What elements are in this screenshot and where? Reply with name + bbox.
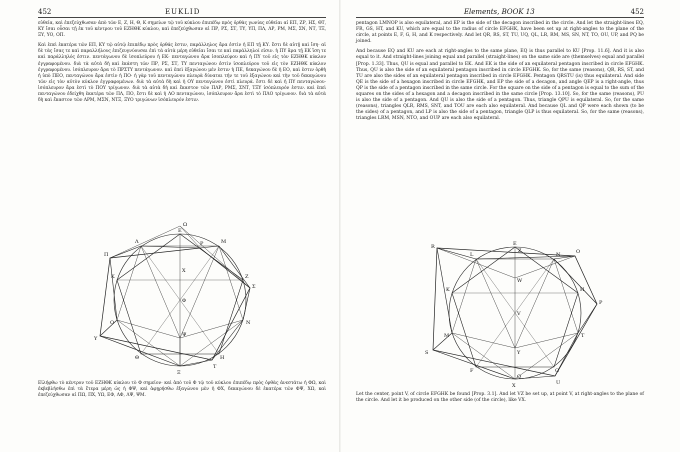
- right-running-head: Elements, BOOK 13: [463, 8, 535, 16]
- greek-label-epsilon: Ε: [178, 228, 182, 234]
- english-label-r: R: [431, 244, 435, 250]
- english-label-k: K: [446, 287, 450, 293]
- greek-label-rho: Ρ: [200, 241, 204, 247]
- english-label-p: P: [599, 300, 603, 306]
- english-paragraph-2: And because EQ and KU are each at right-angles to the same plane, EQ is thus parallel to KU [Prop. 11.6]. And it is also equal to it. And straight-lines joining equal and parallel (straight-lines) on the same side are (themselves) equal and parallel [Prop. 1.33]. Thus, QU is equal and parallel to EK. And EK is the side of an equilateral pentagon inscribed in circle EFGHK. Thus, QU is also the side of an equilateral pentagon inscribed in circle EFGHK. So, for the same (reasons), QR, RS, ST, and TU are also the sides of an equilateral pentagon inscribed in circle EFGHK. Pentagon QRSTU (is) thus equilateral. And side QE is the side of a hexagon inscribed in circle EFGHK, and EP the side of a decagon, and angle QEP is a right-angle, thus QP is the side of a pentagon inscribed in the same circle. For the square on the side of a pentagon is equal to the sum of the squares on the sides of a hexagon and a decagon inscribed in the same circle [Prop. 13.10]. So, for the same (reasons), PU is also the side of a pentagon. And QU is also the side of a pentagon. Thus, triangle QPU is equilateral. So, for the same (reasons), triangles QLR, RMS, SNT, and TOU are each also equilateral. And because QL and QP were each shown (to be the sides) of a pentagon, and LP is also the side of a pentagon, triangle QLP is thus equilateral. So, for the same (reasons), triangles LRM, MSN, NTO, and OUP are each also equilateral.: [356, 49, 644, 122]
- greek-label-lambda: Λ: [135, 239, 139, 245]
- greek-figure-svg: [80, 218, 280, 376]
- right-running-header: [356, 8, 644, 18]
- greek-label-mu: Μ: [221, 239, 227, 245]
- english-figure-lines: [433, 247, 597, 379]
- greek-paragraph-2: Καὶ ἐπεὶ ἑκατέρα τῶν ΕΠ, ΚΥ τῷ αὐτῷ ἐπιπέδῳ πρὸς ὀρθάς ἐστιν, παράλληλος ἄρα ἐστὶν ἡ ΕΠ τῇ ΚΥ. ἔστι δὲ αὐτῇ καὶ ἴση· αἱ δὲ τὰς ἴσας τε καὶ παραλλήλους ἐπιζευγνύουσαι ἐπὶ τὰ αὐτὰ μέρη εὐθεῖαι ἴσαι τε καὶ παράλληλοί εἰσιν. ἡ ΠΥ ἄρα τῇ ΕΚ ἴση τε καὶ παράλληλός ἐστιν. πεντάγωνου δὲ ἰσοπλεύρου ἡ ΕΚ· πενταγώνου ἄρα ἰσοπλεύρου καὶ ἡ ΠΥ τοῦ εἰς τὸν ΕΖΗΘΚ κύκλον ἐγγραφομένου. διὰ τὰ αὐτὰ δὴ καὶ ἑκάστη τῶν ΠΡ, ΡΣ, ΣΤ, ΤΥ πενταγώνου ἐστὶν ἰσοπλεύρου τοῦ εἰς τὸν ΕΖΗΘΚ κύκλον ἐγγραφομένου. ἰσόπλευρον ἄρα τὸ ΠΡΣΤΥ πεντάγωνον. καὶ ἐπεὶ ἑξαγώνου μέν ἐστιν ἡ ΠΕ, δεκαγώνου δὲ ἡ ΕΟ, καὶ ἐστιν ὀρθὴ ἡ ὑπὸ ΠΕΟ, πενταγώνου ἄρα ἐστὶν ἡ ΠΟ· ἡ γὰρ τοῦ πενταγώνου πλευρὰ δύναται τήν τε τοῦ ἑξαγώνου καὶ τὴν τοῦ δεκαγώνου τῶν εἰς τὸν αὐτὸν κύκλον ἐγγραφομένων. διὰ τὰ αὐτὰ δὴ καὶ ἡ ΟΥ πενταγώνου ἐστὶ πλευρά. ἔστι δὲ καὶ ἡ ΠΥ πενταγώνου· ἰσόπλευρον ἄρα ἐστὶ τὸ ΠΟΥ τρίγωνον. διὰ τὰ αὐτὰ δὴ καὶ ἕκαστον τῶν ΠΛΡ, ΡΜΣ, ΣΝΤ, ΤΞΥ ἰσόπλευρόν ἐστιν. καὶ ἐπεὶ πενταγώνου ἐδείχθη ἑκατέρα τῶν ΠΛ, ΠΟ, ἔστι δὲ καὶ ἡ ΛΟ πενταγώνου, ἰσόπλευρον ἄρα ἐστὶ τὸ ΠΛΟ τρίγωνον. διὰ τὰ αὐτὰ δὴ καὶ ἕκαστον τῶν ΛΡΜ, ΜΣΝ, ΝΤΞ, ΞΥΟ τριγώνων ἰσόπλευρόν ἐστιν.: [38, 43, 326, 104]
- english-label-o: O: [576, 249, 581, 255]
- english-label-h: H: [580, 287, 585, 293]
- greek-label-phi: Φ: [182, 298, 187, 304]
- english-label-z: Z: [518, 248, 522, 254]
- english-label-t: T: [581, 333, 585, 339]
- greek-label-upsilon: Υ: [94, 336, 98, 342]
- greek-paragraph-3: Εἰλήφθω τὸ κέντρον τοῦ ΕΖΗΘΚ κύκλου τὸ Φ σημεῖον· καὶ ἀπὸ τοῦ Φ τῷ τοῦ κύκλου ἐπιπέδῳ πρὸς ὀρθὰς ἀνεστάτω ἡ ΦΩ, καὶ ἐκβεβλήσθω ἐπὶ τὰ ἕτερα μέρη ὡς ἡ ΦΨ, καὶ ἀφῃρήσθω ἑξαγώνου μὲν ἡ ΦΧ, δεκαγώνου δὲ ἑκατέρα τῶν ΦΨ, ΧΩ, καὶ ἐπεζεύχθωσαν αἱ ΠΩ, ΠΧ, ΥΩ, ΕΦ, ΛΦ, ΛΨ, ΨΜ.: [38, 381, 326, 399]
- english-label-q: Q: [517, 374, 522, 380]
- greek-figure-lines: [100, 226, 250, 366]
- english-label-e: E: [513, 241, 517, 247]
- english-label-u: U: [556, 380, 561, 386]
- english-label-x: X: [512, 383, 516, 388]
- greek-pentagon-prstu: [100, 248, 250, 360]
- greek-label-pi: Π: [104, 252, 109, 258]
- left-running-header: [38, 8, 326, 18]
- greek-label-kappa: Κ: [111, 274, 115, 280]
- english-label-y: Y: [517, 350, 521, 356]
- greek-label-xi: Ξ: [177, 370, 181, 376]
- english-label-n: N: [556, 252, 561, 258]
- greek-label-sigma: Σ: [252, 284, 256, 290]
- english-paragraph-3: Let the center, point V, of circle EFGHK be found [Prop. 3.1]. And let VZ be set up, at point V, at right-angles to the plane of the circle. And let it be produced on the other side (of the circle), like VX.: [356, 392, 644, 404]
- greek-label-tau: Τ: [213, 364, 217, 370]
- right-page-number: 452: [630, 8, 644, 16]
- english-paragraph-1: pentagon LMNOP is also equilateral, and EP is the side of the decagon inscribed in the circle. And let the straight-lines EQ, FR, GS, HT, and KU, which are equal to the radius of circle EFGHK, have been set up at right-angles to the plane of the circle, at points E, F, G, H, and K respectively. And let QR, RS, ST, TU, UQ, QL, LR, RM, MS, SN, NT, TO, OU, UP, and PQ be joined.: [356, 21, 644, 45]
- greek-label-eta: Η: [220, 355, 225, 361]
- english-label-l: L: [470, 252, 474, 258]
- english-icosahedron-figure: [415, 238, 615, 388]
- greek-label-psi: Ψ: [182, 332, 187, 338]
- left-running-head: EUKLID: [165, 8, 201, 16]
- greek-label-theta: Θ: [135, 355, 140, 361]
- greek-label-zeta: Ζ: [245, 274, 249, 280]
- english-label-g: G: [555, 368, 559, 374]
- greek-label-omicron: Ο: [110, 320, 115, 326]
- english-label-s: S: [425, 350, 429, 356]
- greek-label-omega: Ω: [183, 222, 188, 228]
- english-label-f: F: [470, 368, 474, 374]
- greek-label-nu: Ν: [246, 320, 251, 326]
- english-label-w: W: [517, 278, 523, 284]
- english-figure-svg: [415, 238, 615, 388]
- greek-figure-labels: [93, 222, 256, 376]
- left-page-number: 452: [38, 8, 52, 16]
- english-label-v: V: [517, 311, 521, 317]
- english-label-m: M: [444, 333, 450, 339]
- greek-paragraph-1: εὐθεῖα, καὶ ἐπεζεύχθωσαν ἀπὸ τῶν Ε, Ζ, Η, Θ, Κ σημείων τῷ τοῦ κύκλου ἐπιπέδῳ πρὸς ὀρθὰς γωνίας εὐθεῖαι αἱ ΕΠ, ΖΡ, ΗΣ, ΘΤ, ΚΥ ἴσαι οὖσαι τῇ ἐκ τοῦ κέντρου τοῦ ΕΖΗΘΚ κύκλου, καὶ ἐπεζεύχθωσαν αἱ ΠΡ, ΡΣ, ΣΤ, ΤΥ, ΥΠ, ΠΛ, ΛΡ, ΡΜ, ΜΣ, ΣΝ, ΝΤ, ΤΞ, ΞΥ, ΥΟ, ΟΠ.: [38, 21, 326, 39]
- greek-icosahedron-figure: [80, 218, 280, 376]
- greek-label-chi: Χ: [182, 268, 186, 274]
